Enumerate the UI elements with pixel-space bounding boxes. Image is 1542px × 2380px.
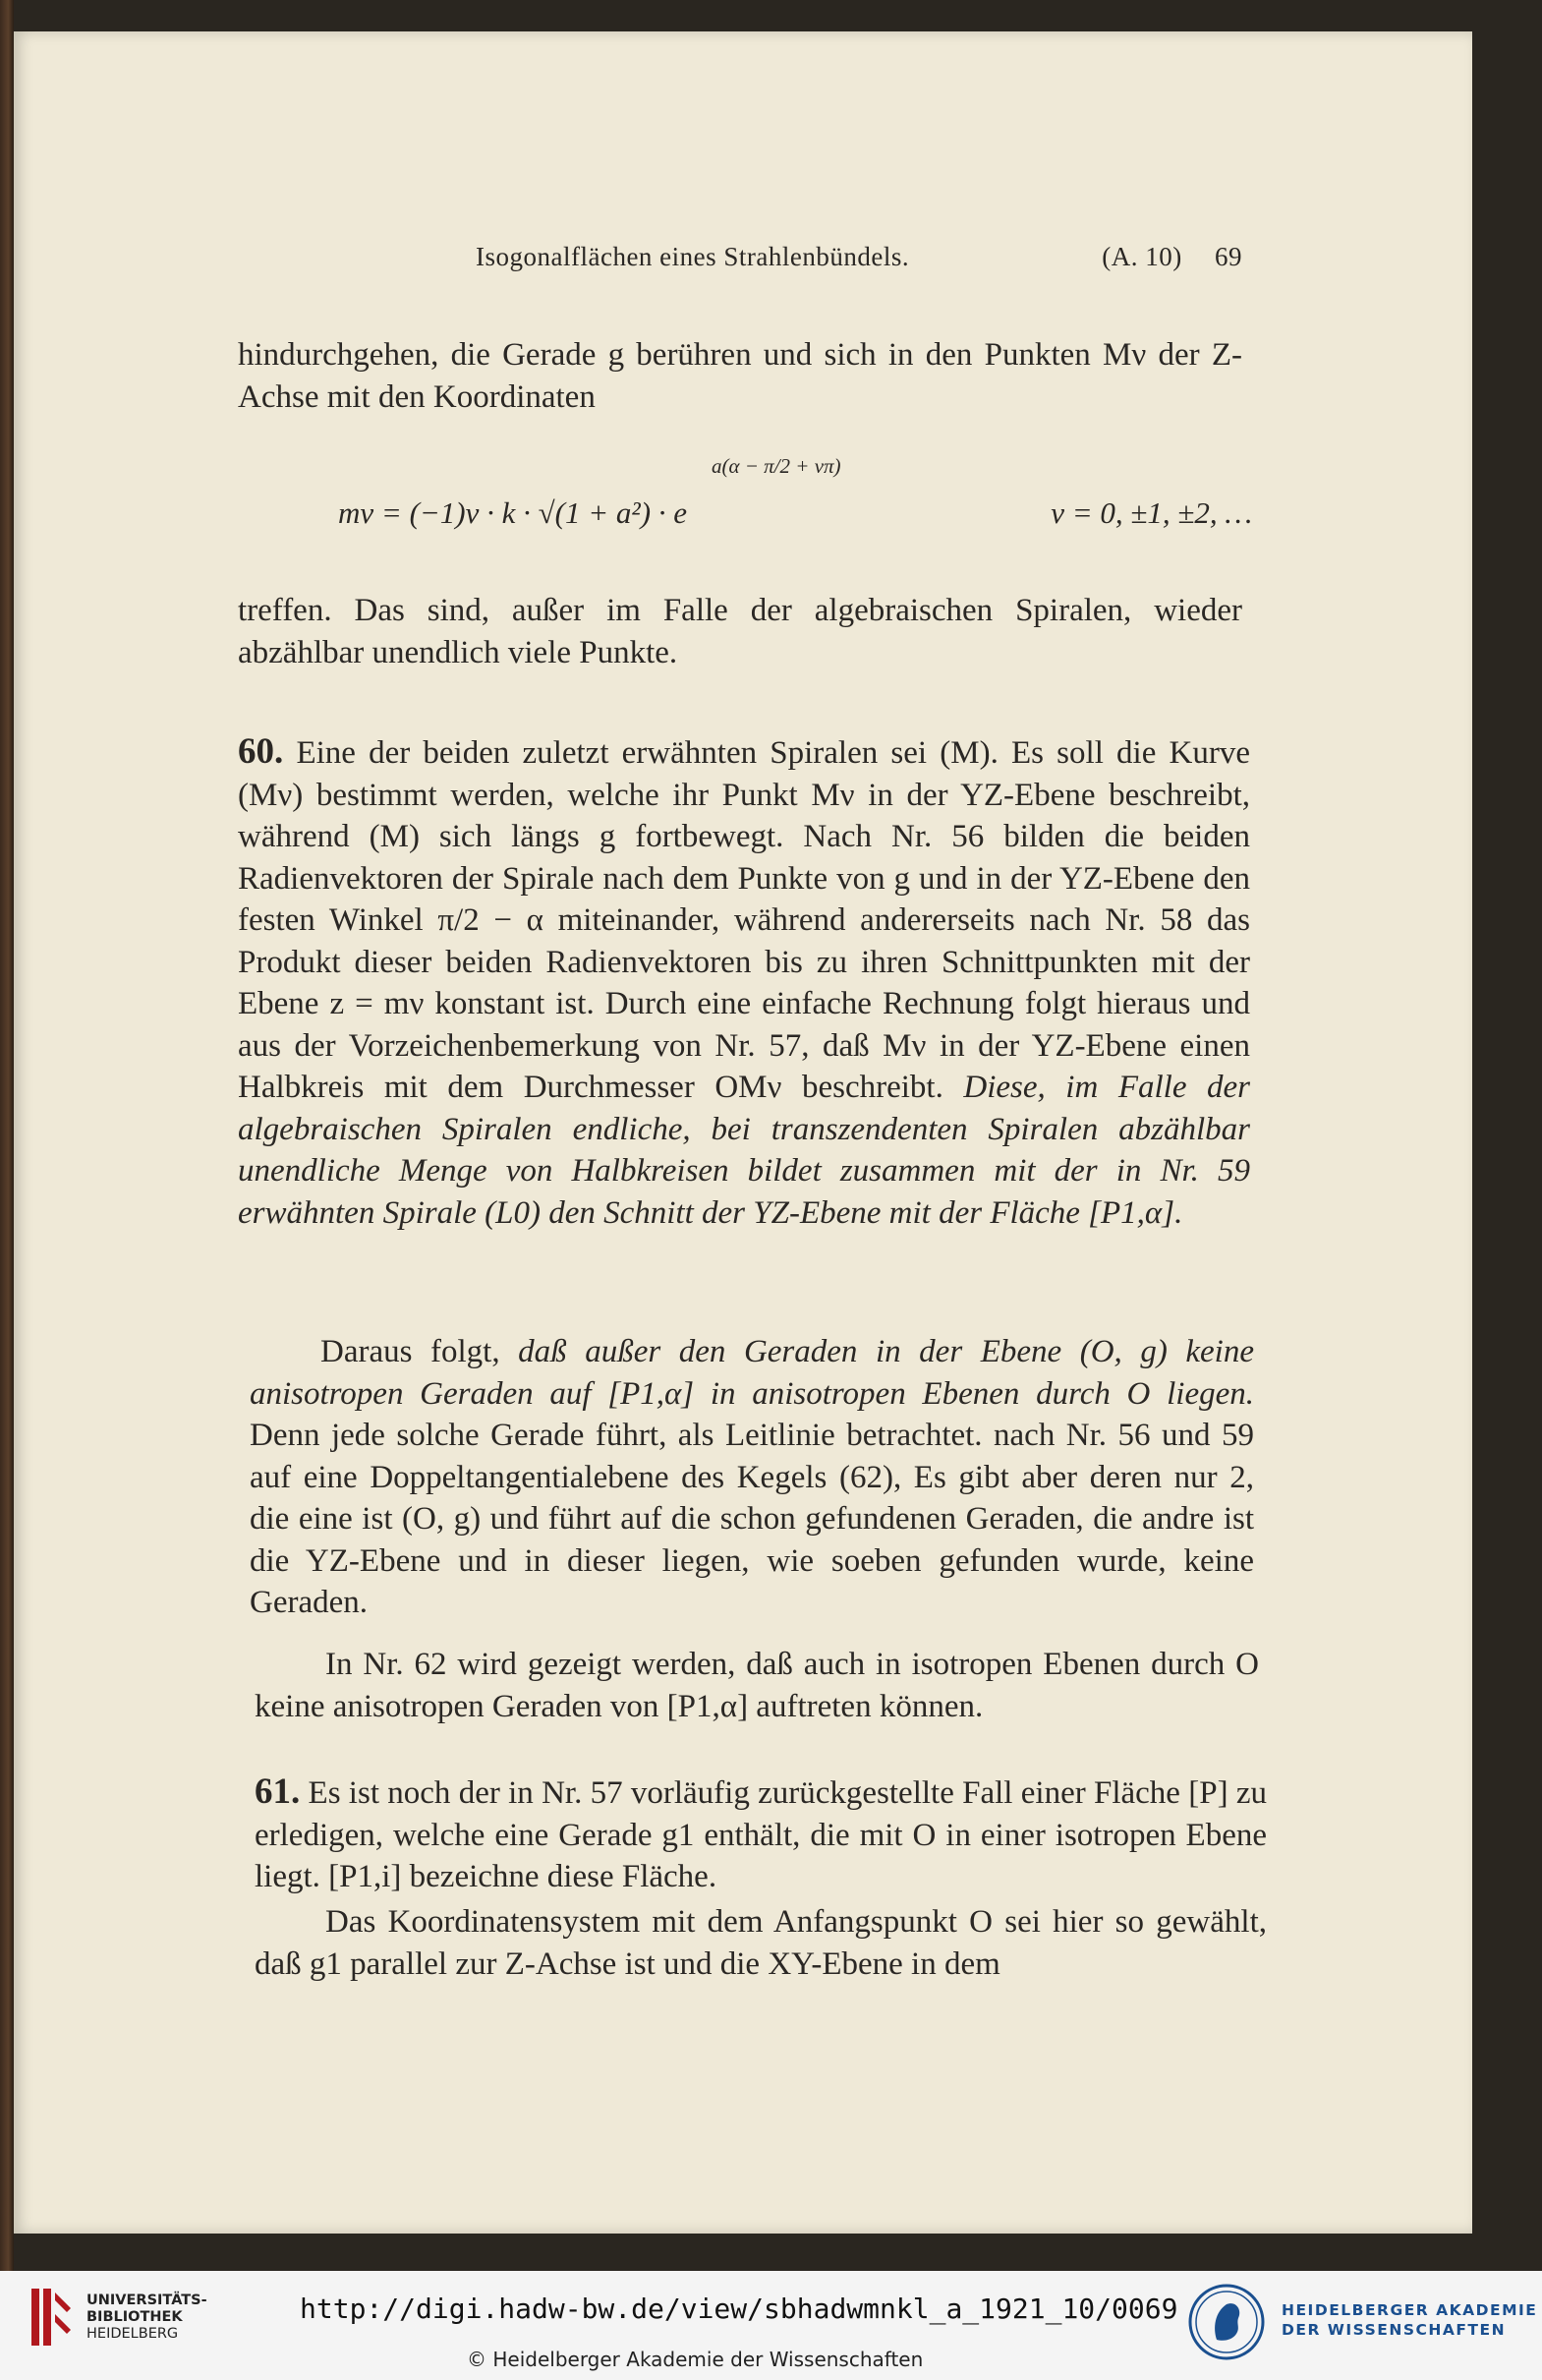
- academy-name: [1282, 2300, 1537, 2340]
- ub-line-2: BIBLIOTHEK: [86, 2309, 183, 2325]
- book-page: [14, 31, 1472, 2234]
- paragraph-daraus-end: Denn jede solche Gerade führt, als Leitlinie betrachtet. nach Nr. 56 und 59 auf eine Doppeltangentialebene des Kegels (62), Es gibt aber deren nur 2, die eine ist (O, g) und führt auf die schon gefundenen Geraden, die andre ist die YZ-Ebene und in dieser liegen, wie soeben gefunden wurde, keine Geraden.: [250, 1418, 1254, 1620]
- header-title: Isogonalflächen eines Strahlenbündels.: [476, 242, 910, 271]
- book-spine: [0, 0, 14, 2271]
- paragraph-treffen: treffen. Das sind, außer im Falle der algebraischen Spiralen, wieder abzählbar unendlich viele Punkte.: [238, 593, 1242, 670]
- academy-line-1: HEIDELBERGER AKADEMIE: [1282, 2301, 1538, 2319]
- formula-exponent: a(α − π/2 + νπ): [712, 454, 841, 478]
- footer-bar: [0, 2271, 1542, 2380]
- paragraph-61-text: Es ist noch der in Nr. 57 vorläufig zurückgestellte Fall einer Fläche [P] zu erledigen, welche eine Gerade g1 enthält, die mit O in einer isotropen Ebene liegt. [P1,i] bezeichne diese Fläche.: [255, 1775, 1267, 1894]
- header-section: (A. 10): [1102, 242, 1182, 271]
- paragraph-61: [255, 1771, 1267, 1898]
- formula-range: ν = 0, ±1, ±2, …: [1051, 495, 1252, 530]
- paragraph-daraus-start: Daraus folgt,: [320, 1334, 500, 1369]
- paragraph-60-italic: Diese, im Falle der algebraischen Spiralen endliche, bei transzendenten Spiralen abzählbar unendliche Menge von Halbkreisen bildet zusammen mit der in Nr. 59 erwähnten Spirale (L0) den Schnitt der YZ-Ebene mit der Fläche [P1,α].: [238, 1070, 1250, 1231]
- university-library-name: [86, 2293, 207, 2343]
- paragraph-daraus: [250, 1331, 1254, 1624]
- copyright-notice: © Heidelberger Akademie der Wissenschaften: [467, 2348, 924, 2371]
- paragraph-koordinatensystem: Das Koordinatensystem mit dem Anfangspunkt O sei hier so gewählt, daß g1 parallel zur Z-Achse ist und die XY-Ebene in dem: [255, 1904, 1267, 1982]
- paragraph-nr62: In Nr. 62 wird gezeigt werden, daß auch in isotropen Ebenen durch O keine anisotropen Geraden von [P1,α] auftreten können.: [255, 1647, 1259, 1724]
- academy-line-2: DER WISSENSCHAFTEN: [1282, 2321, 1507, 2339]
- permalink-url[interactable]: http://digi.hadw-bw.de/view/sbhadwmnkl_a_1921_10/0069: [300, 2293, 1178, 2325]
- university-library-logo-icon: [28, 2285, 75, 2350]
- paragraph-daraus-italic: daß außer den Geraden in der Ebene (O, g) keine anisotropen Geraden auf [P1,α] in anisotropen Ebenen durch O liegen.: [250, 1334, 1254, 1412]
- paragraph-60-text: Eine der beiden zuletzt erwähnten Spiralen sei (M). Es soll die Kurve (Mν) bestimmt werden, welche ihr Punkt Mν in der YZ-Ebene beschreibt, während (M) sich längs g fortbewegt. Nach Nr. 56 bilden die beiden Radienvektoren der Spirale nach dem Punkte von g und in der YZ-Ebene den festen Winkel π/2 − α miteinander, während andererseits nach Nr. 58 das Produkt dieser beiden Radienvektoren bis zu ihren Schnittpunkten mit der Ebene z = mν konstant ist. Durch eine einfache Rechnung folgt hieraus und aus der Vorzeichenbemerkung von Nr. 57, daß Mν in der YZ-Ebene einen Halbkreis mit dem Durchmesser OMν beschreibt.: [238, 735, 1250, 1105]
- running-header: [476, 242, 1242, 272]
- paragraph-intro: hindurchgehen, die Gerade g berühren und sich in den Punkten Mν der Z-Achse mit den Koordinaten: [238, 337, 1242, 415]
- paragraph-60: [238, 731, 1250, 1234]
- ub-line-3: HEIDELBERG: [86, 2326, 179, 2342]
- academy-seal-icon: [1187, 2283, 1266, 2361]
- header-page-number: 69: [1215, 242, 1242, 271]
- formula: [338, 454, 1252, 543]
- ub-line-1: UNIVERSITÄTS-: [86, 2293, 207, 2308]
- section-number-61: 61.: [255, 1771, 301, 1812]
- formula-lhs: mν = (−1)ν · k · √(1 + a²) · e: [338, 495, 688, 530]
- section-number-60: 60.: [238, 731, 284, 772]
